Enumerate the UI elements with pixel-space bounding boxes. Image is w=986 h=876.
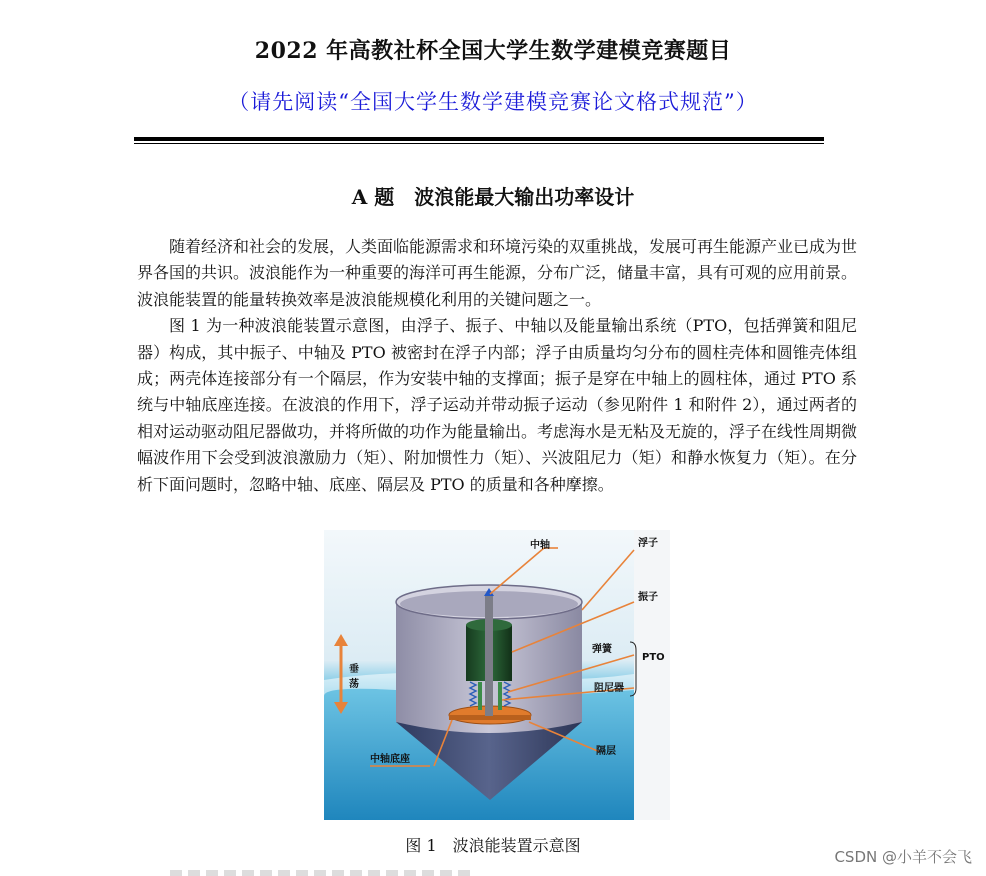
csdn-watermark: CSDN @小羊不会飞 bbox=[834, 848, 972, 866]
label-partition: 隔层 bbox=[596, 746, 616, 757]
heave-label-1: 垂 bbox=[349, 664, 359, 675]
right-panel bbox=[634, 530, 670, 820]
problem-body bbox=[137, 234, 857, 498]
label-spring: 弹簧 bbox=[592, 644, 612, 655]
wave-energy-device-figure bbox=[324, 530, 670, 820]
competition-title: 2022 年高教社杯全国大学生数学建模竞赛题目 bbox=[254, 38, 732, 64]
label-damper: 阻尼器 bbox=[594, 683, 624, 694]
figure-caption: 图 1 波浪能装置示意图 bbox=[405, 836, 581, 855]
paragraph-intro: 随着经济和社会的发展，人类面临能源需求和环境污染的双重挑战，发展可再生能源产业已成为世界各国的共识。波浪能作为一种重要的海洋可再生能源，分布广泛，储量丰富，具有可观的应用前景。波浪能装置的能量转换效率是波浪能规模化利用的关键问题之一。 bbox=[137, 237, 858, 309]
label-pto: PTO bbox=[642, 652, 665, 663]
format-notice: （请先阅读“全国大学生数学建模竞赛论文格式规范”） bbox=[228, 90, 758, 114]
heave-label-2: 荡 bbox=[349, 679, 359, 690]
damper-right bbox=[498, 682, 502, 710]
problem-title: A 题 波浪能最大输出功率设计 bbox=[351, 185, 635, 209]
header-rule-thin bbox=[134, 143, 824, 144]
center-axis bbox=[485, 594, 493, 716]
next-line-cutoff bbox=[170, 870, 470, 876]
damper-left bbox=[478, 682, 482, 710]
label-oscillator: 振子 bbox=[638, 592, 658, 603]
label-float: 浮子 bbox=[638, 538, 658, 549]
header-rule-thick bbox=[134, 137, 824, 141]
label-base: 中轴底座 bbox=[370, 754, 410, 765]
paragraph-device: 图 1 为一种波浪能装置示意图，由浮子、振子、中轴以及能量输出系统（PTO，包括弹簧和阻尼器）构成，其中振子、中轴及 PTO 被密封在浮子内部；浮子由质量均匀分布的圆柱壳体和圆锥壳体组成；两壳体连接部分有一个隔层，作为安装中轴的支撑面；振子是穿在中轴上的圆柱体，通过 PTO 系统与中轴底座连接。在波浪的作用下，浮子运动并带动振子运动（参见附件 1 和附件 2），通过两者的相对运动驱动阻尼器做功，并将所做的功作为能量输出。考虑海水是无粘及无旋的，浮子在线性周期微幅波作用下会受到波浪激励力（矩）、附加惯性力（矩）、兴波阻尼力（矩）和静水恢复力（矩）。在分析下面问题时，忽略中轴、底座、隔层及 PTO 的质量和各种摩擦。 bbox=[137, 316, 858, 494]
label-axis: 中轴 bbox=[530, 540, 550, 551]
